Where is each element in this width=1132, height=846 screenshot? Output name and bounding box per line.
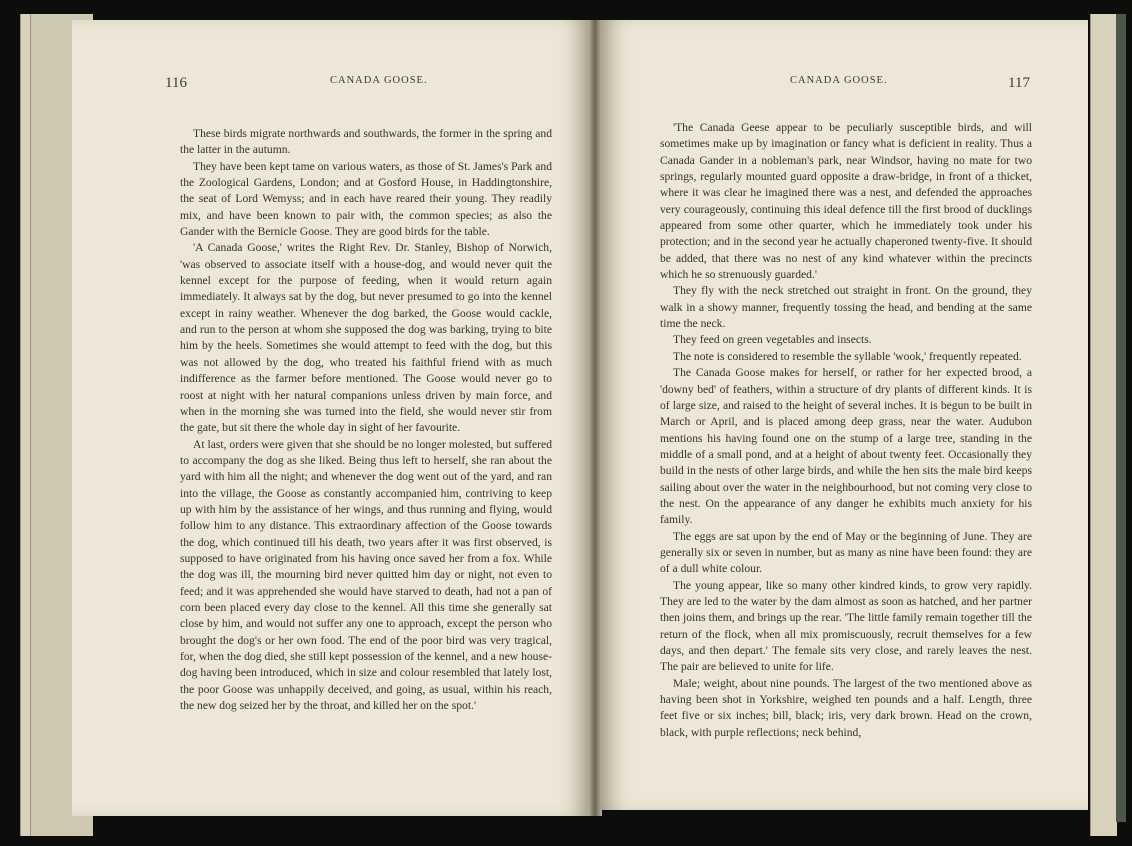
paragraph: 'The Canada Geese appear to be peculiarly susceptible birds, and will sometimes make up by imagination or fancy what is deficient in reality. Thus a Canada Gander in a nobleman's park, near Windsor, having no mate for two springs, regularly mounted guard opposite a draw-bridge, in front of a thicket, where it was clear he imagined there was a nest, and defended the approaches very courageously, continuing this ideal defence till the first brood of ducklings appeared from some other quarter, which he immediately took under his protection; and in the second year he actually chaperoned twenty-five. It should be added, that there was no nest of any kind whatever within the precincts which he so strenuously guarded.' [660,121,1032,282]
left-page-text [180,126,552,714]
paragraph: They feed on green vegetables and insects. [673,333,872,347]
left-page-number: 116 [165,75,187,91]
right-page-number: 117 [1008,75,1030,91]
paragraph: The eggs are sat upon by the end of May or the beginning of June. They are generally six or seven in number, but as many as nine have been found: they are of a dull white colour. [660,529,1032,576]
left-running-head: CANADA GOOSE. [330,75,428,86]
paragraph: Male; weight, about nine pounds. The largest of the two mentioned above as having been shot in Yorkshire, weighed ten pounds and a half. Length, three feet five or six inches; bill, black; iris, very dark brown. Head on the crown, black, with purple reflections; neck behind, [660,676,1032,739]
paragraph: These birds migrate northwards and southwards, the former in the spring and the latter in the autumn. [180,127,552,157]
paragraph: They fly with the neck stretched out straight in front. On the ground, they walk in a showy manner, frequently tossing the head, and bending at the same time the neck. [660,284,1032,331]
right-running-head: CANADA GOOSE. [790,75,888,86]
book-cover-edge [1116,14,1126,822]
paragraph: 'A Canada Goose,' writes the Right Rev. Dr. Stanley, Bishop of Norwich, 'was observed to associate itself with a house-dog, and would never quit the kennel except for the purpose of feeding, when it would return again immediately. It always sat by the dog, but never presumed to go into the kennel except in rainy weather. Whenever the dog barked, the Goose would cackle, and run to the person at whom she supposed the dog was barking, trying to bite him by the heels. Sometimes she would attempt to feed with the dog, but this was not allowed by the dog, who treated his faithful friend with as much indifference as the farmer before mentioned. The Goose would never go to roost at night with her natural companions unless driven by main force, and when in the morning she was turned into the field, she would never stir from the gate, but sit there the whole day in sight of her favourite. [180,241,552,435]
page-stack-right [1090,14,1117,836]
paragraph: The Canada Goose makes for herself, or rather for her expected brood, a 'downy bed' of feathers, within a structure of dry plants of different kinds. It is of large size, and raised to the height of several inches. It is begun to be built in March or April, and is placed among deep grass, near the water. Audubon mentions his having found one on the stump of a large tree, standing in the middle of a small pond, and at a height of about twenty feet. Occasionally they build in the nests of other large birds, and while the hen sits the male bird keeps sailing about over the water in the neighbourhood, but not coming very close to the nest. On the appearance of any danger he exhibits much anxiety for his family. [660,366,1032,527]
right-page-text [660,120,1032,741]
paragraph: At last, orders were given that she should be no longer molested, but suffered to accompany the dog as she liked. Being thus left to herself, she ran about the yard with him all the night; and whenever the dog went out of the yard, and ran into the village, the Goose as constantly accompanied him, contriving to keep up with him by the assistance of her wings, and thus running and flying, would follow him to any distance. This extraordinary affection of the Goose towards the dog, which continued till his death, two years after it was first observed, is supposed to have originated from his having once saved her from a fox. While the dog was ill, the mourning bird never quitted him day or night, not even to feed; and it was apprehended she would have starved to death, had not a pan of corn been placed every day close to the kennel. All this time she generally sat close by him, and would not suffer any one to approach, except the person who brought the dog's or her own food. The end of the poor bird was very tragical, for, when the dog died, she still kept possession of the kennel, and a new house-dog having been introduced, which in size and colour resembled that lately lost, the poor Goose was unhappily deceived, and going, as usual, within his reach, the new dog seized her by the throat, and killed her on the spot.' [180,437,552,713]
paragraph: They have been kept tame on various waters, as those of St. James's Park and the Zoological Gardens, London; and at Gosford House, in Haddingtonshire, the seat of Lord Wemyss; and in each have reared their young. They readily mix, and have been known to pair with, the common species; as also the Gander with the Bernicle Goose. They are good birds for the table. [180,159,552,239]
paragraph: The note is considered to resemble the syllable 'wook,' frequently repeated. [673,349,1022,363]
paragraph: The young appear, like so many other kindred kinds, to grow very rapidly. They are led to the water by the dam almost as soon as hatched, and her partner then joins them, and brings up the rear. 'The little family remain together till the return of the flock, when all mix promiscuously, recruit themselves for a few days, and then depart.' The female sits very close, and rarely leaves the nest. The pair are believed to unite for life. [660,578,1032,674]
